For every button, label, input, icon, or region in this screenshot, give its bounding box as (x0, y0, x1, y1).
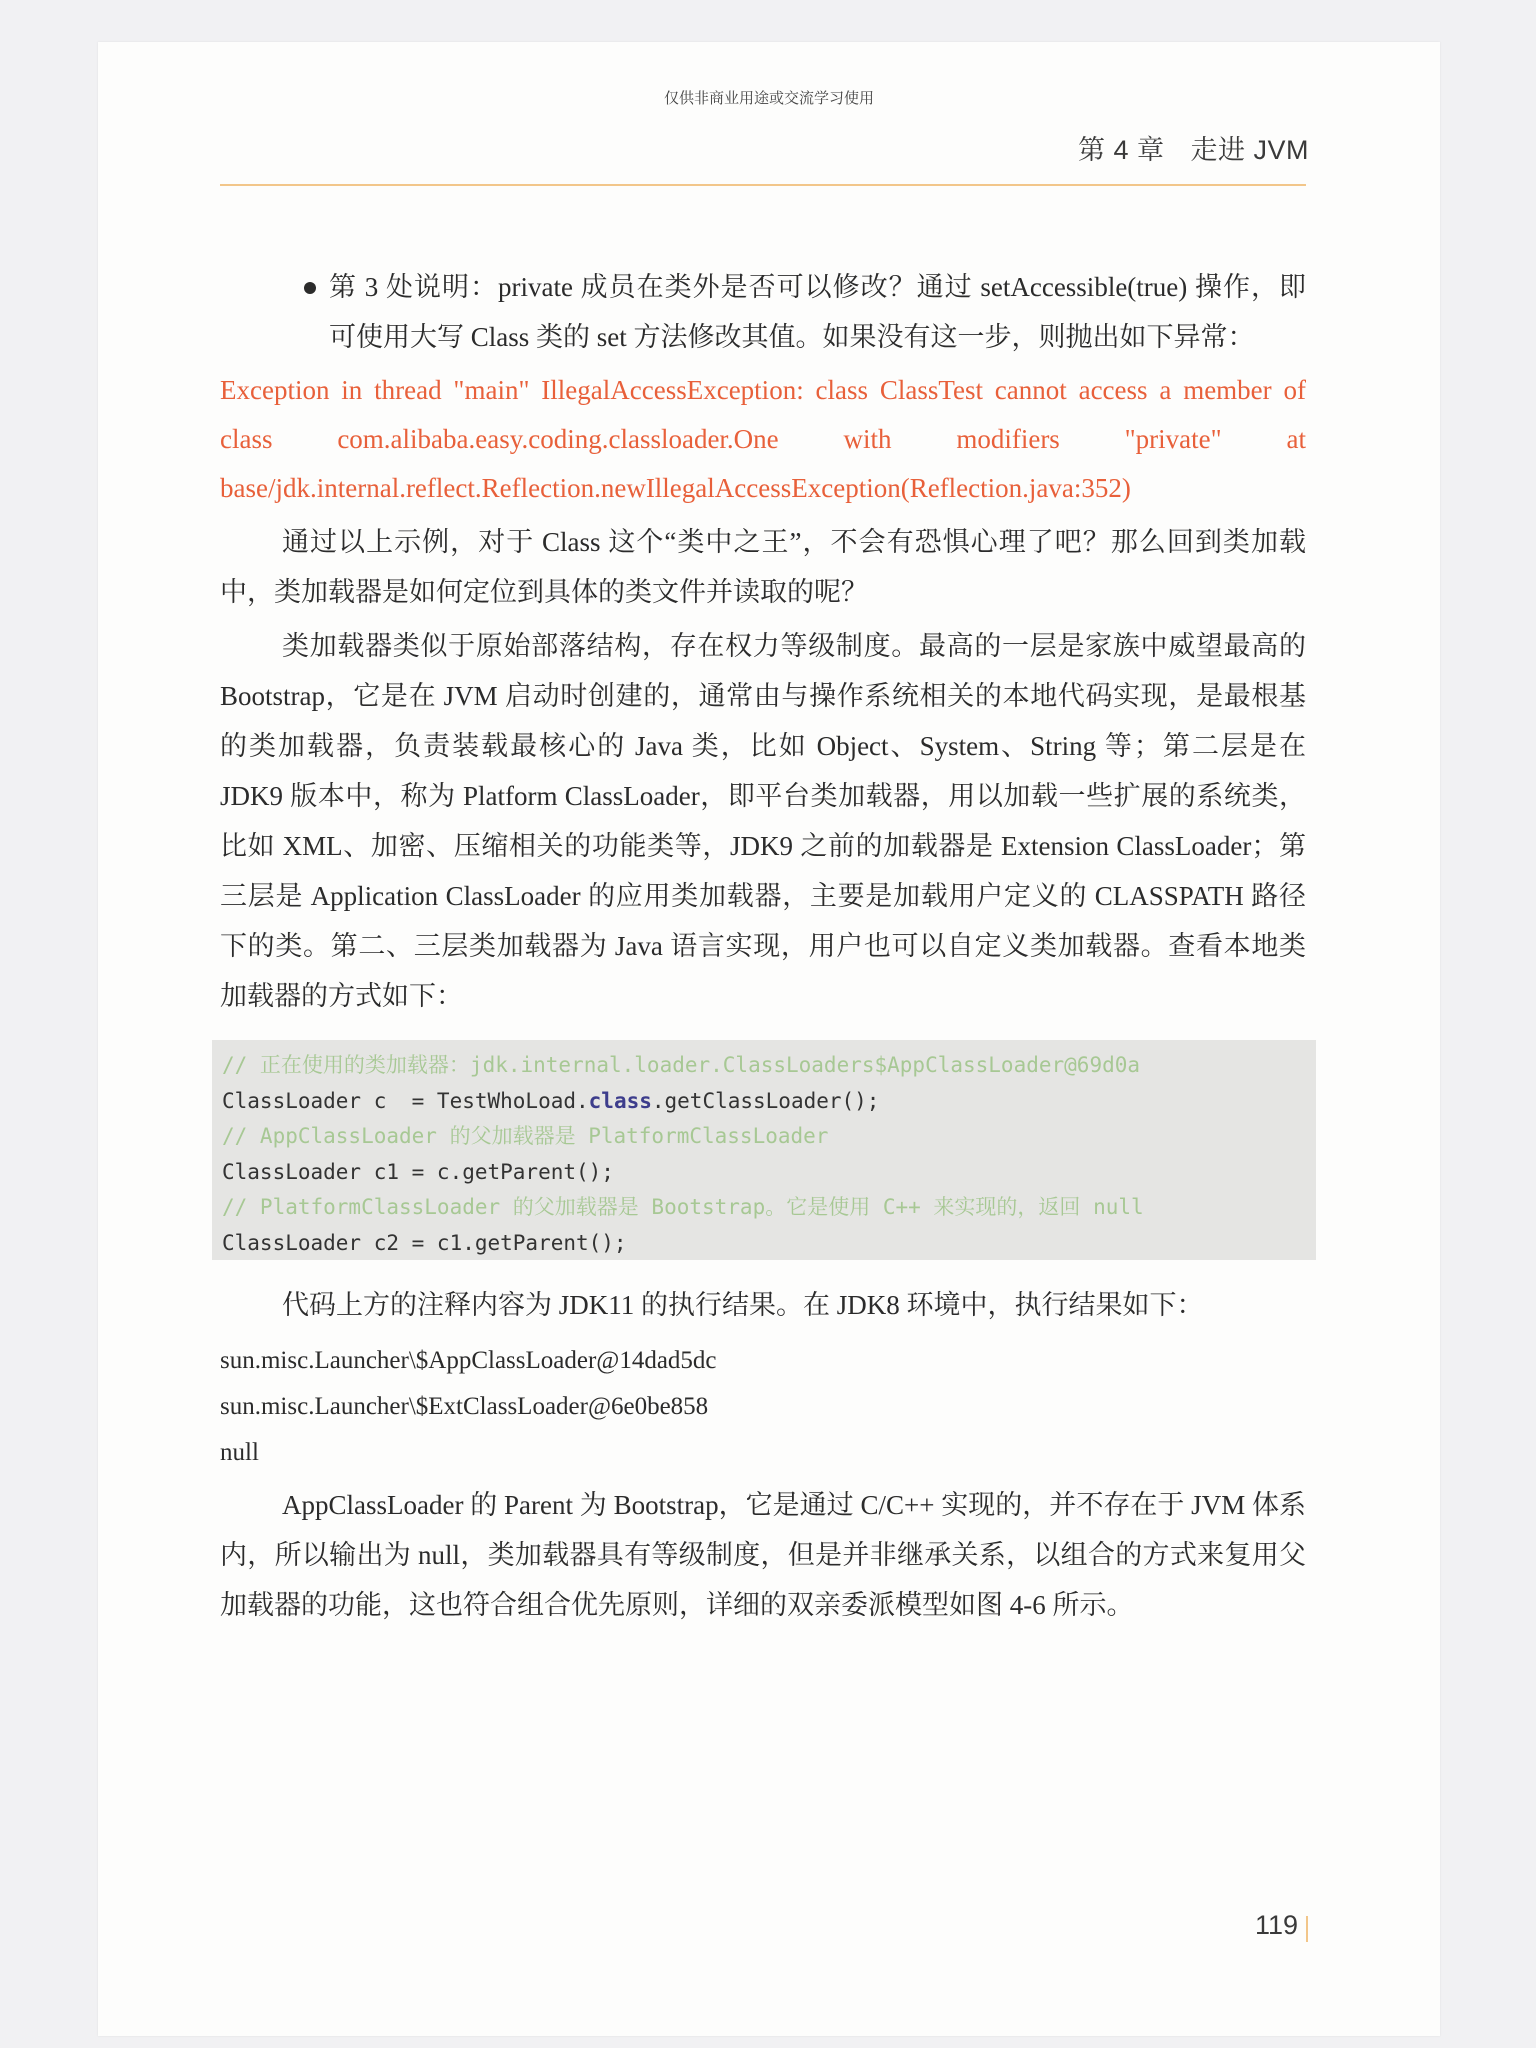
page-number-bar (1306, 1916, 1308, 1942)
bullet-dot-icon (304, 282, 316, 294)
main-content (220, 262, 1306, 1021)
code-comment-line: // PlatformClassLoader 的父加载器是 Bootstrap。它是使用 C++ 来实现的，返回 null (222, 1195, 1144, 1219)
paragraph-jdk8-result: 代码上方的注释内容为 JDK11 的执行结果。在 JDK8 环境中，执行结果如下： (282, 1290, 1204, 1320)
code-line: ClassLoader c1 = c.getParent(); (222, 1159, 614, 1184)
code-block (212, 1040, 1316, 1260)
code-text: .getClassLoader(); (651, 1088, 880, 1113)
chapter-number: 第 4 章 (1078, 135, 1165, 165)
code-keyword: class (588, 1088, 652, 1113)
paragraph-class-king: 通过以上示例，对于 Class 这个“类中之王”，不会有恐惧心理了吧？那么回到类加载中，类加载器是如何定位到具体的类文件并读取的呢？ (220, 527, 1306, 607)
paragraph-parent-bootstrap: AppClassLoader 的 Parent 为 Bootstrap，它是通过 C/C++ 实现的，并不存在于 JVM 体系内，所以输出为 null，类加载器具有等级制度，但是并非继承关系，以组合的方式来复用父加载器的功能，这也符合组合优先原则，详细的双亲委派模型如图 4-6 所示。 (220, 1490, 1306, 1620)
output-line: null (220, 1439, 259, 1466)
page-number: 119 (1255, 1910, 1299, 1940)
code-comment-line: // AppClassLoader 的父加载器是 PlatformClassLoader (222, 1124, 829, 1148)
bullet-text: 第 3 处说明：private 成员在类外是否可以修改？通过 setAccessible(true) 操作，即可使用大写 Class 类的 set 方法修改其值。如果没有这一步，则抛出如下异常： (329, 272, 1306, 352)
code-line (222, 1089, 879, 1113)
output-line: sun.misc.Launcher\$ExtClassLoader@6e0be858 (220, 1393, 709, 1420)
console-output (220, 1338, 1306, 1476)
exception-text: Exception in thread "main" IllegalAccessException: class ClassTest cannot access a member of class com.alibaba.easy.coding.classloader.One with modifiers "private" at base/jdk.internal.reflect.Reflection.newIllegalAccessException(Reflection.java:352) (220, 375, 1306, 503)
code-lines (222, 1048, 1144, 1261)
chapter-header (1078, 128, 1309, 167)
output-line: sun.misc.Launcher\$AppClassLoader@14dad5dc (220, 1347, 717, 1374)
code-text: ClassLoader c = TestWhoLoad. (222, 1088, 589, 1113)
lower-content (220, 1280, 1306, 1630)
header-rule (220, 184, 1306, 186)
chapter-title: 走进 JVM (1190, 135, 1310, 165)
code-line: ClassLoader c2 = c1.getParent(); (222, 1230, 627, 1255)
paragraph-classloader-hierarchy: 类加载器类似于原始部落结构，存在权力等级制度。最高的一层是家族中威望最高的 Bootstrap，它是在 JVM 启动时创建的，通常由与操作系统相关的本地代码实现，是最根基的类加载器，负责装载最核心的 Java 类，比如 Object、System、String 等；第二层是在 JDK9 版本中，称为 Platform ClassLoader，即平台类加载器，用以加载一些扩展的系统类，比如 XML、加密、压缩相关的功能类等，JDK9 之前的加载器是 Extension ClassLoader；第三层是 Application ClassLoader 的应用类加载器，主要是加载用户定义的 CLASSPATH 路径下的类。第二、三层类加载器为 Java 语言实现，用户也可以自定义类加载器。查看本地类加载器的方式如下： (220, 631, 1306, 1011)
code-comment-line: // 正在使用的类加载器：jdk.internal.loader.ClassLoaders$AppClassLoader@69d0a (222, 1053, 1141, 1077)
watermark: 仅供非商业用途或交流学习使用 (663, 89, 874, 107)
bullet-item (220, 262, 1306, 362)
